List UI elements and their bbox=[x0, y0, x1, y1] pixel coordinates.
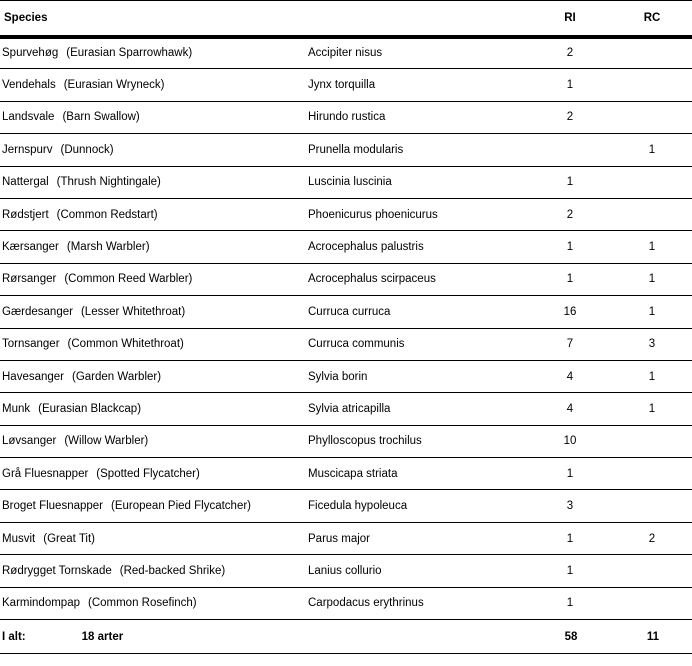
danish-name: Vendehals bbox=[2, 79, 56, 92]
species-name bbox=[0, 522, 306, 554]
species-name bbox=[0, 587, 306, 619]
species-name bbox=[0, 425, 306, 457]
english-name: (Red-backed Shrike) bbox=[119, 564, 226, 577]
danish-name: Jernspurv bbox=[2, 143, 53, 156]
danish-name: Rørsanger bbox=[2, 273, 57, 286]
table-row bbox=[0, 555, 692, 587]
table-row bbox=[0, 522, 692, 554]
danish-name: Musvit bbox=[2, 532, 36, 545]
latin-name: Ficedula hypoleuca bbox=[308, 500, 408, 513]
danish-name: Grå Fluesnapper bbox=[2, 467, 89, 480]
ri-value: 1 bbox=[566, 597, 574, 610]
rc-value: 3 bbox=[648, 338, 656, 351]
rc-value: 1 bbox=[648, 143, 656, 156]
ri-value bbox=[528, 134, 612, 166]
danish-name: Nattergal bbox=[2, 176, 49, 189]
english-name: (Marsh Warbler) bbox=[66, 241, 150, 254]
rc-value bbox=[612, 69, 692, 101]
rc-value bbox=[612, 198, 692, 230]
rc-value: 1 bbox=[648, 305, 656, 318]
ri-value: 1 bbox=[566, 467, 574, 480]
species-name bbox=[0, 393, 306, 425]
latin-name: Prunella modularis bbox=[308, 143, 404, 156]
latin-name: Muscicapa striata bbox=[308, 467, 398, 480]
rc-value bbox=[612, 101, 692, 133]
rc-value bbox=[612, 458, 692, 490]
total-label: I alt: bbox=[2, 630, 26, 643]
species-name bbox=[0, 134, 306, 166]
rc-value: 1 bbox=[648, 241, 656, 254]
english-name: (Willow Warbler) bbox=[64, 435, 149, 448]
ri-value: 10 bbox=[563, 435, 577, 448]
english-name: (Eurasian Blackcap) bbox=[38, 402, 142, 415]
latin-name: Curruca curruca bbox=[308, 305, 391, 318]
total-ri: 58 bbox=[564, 630, 578, 643]
english-name: (Lesser Whitethroat) bbox=[80, 305, 186, 318]
table-row bbox=[0, 587, 692, 619]
table-row bbox=[0, 69, 692, 101]
ri-value: 2 bbox=[566, 208, 574, 221]
danish-name: Spurvehøg bbox=[2, 47, 59, 60]
rc-value: 2 bbox=[648, 532, 656, 545]
danish-name: Løvsanger bbox=[2, 435, 57, 448]
species-name bbox=[0, 555, 306, 587]
danish-name: Rødrygget Tornskade bbox=[2, 564, 112, 577]
danish-name: Havesanger bbox=[2, 370, 65, 383]
rc-value bbox=[612, 425, 692, 457]
species-count: 18 arter bbox=[81, 630, 124, 643]
danish-name: Gærdesanger bbox=[2, 305, 73, 318]
header-species: Species bbox=[0, 1, 306, 37]
english-name: (Eurasian Sparrowhawk) bbox=[66, 47, 193, 60]
ri-value: 7 bbox=[566, 338, 574, 351]
ri-value: 2 bbox=[566, 47, 574, 60]
english-name: (Thrush Nightingale) bbox=[56, 176, 161, 189]
total-rc: 11 bbox=[646, 630, 660, 643]
table-row bbox=[0, 231, 692, 263]
header-rc: RC bbox=[612, 1, 692, 37]
latin-name: Phylloscopus trochilus bbox=[308, 435, 422, 448]
english-name: (Common Rosefinch) bbox=[87, 597, 197, 610]
table-row bbox=[0, 101, 692, 133]
latin-name: Hirundo rustica bbox=[308, 111, 386, 124]
latin-name: Carpodacus erythrinus bbox=[308, 597, 424, 610]
total-label-cell bbox=[0, 620, 306, 654]
species-name bbox=[0, 69, 306, 101]
danish-name: Kærsanger bbox=[2, 241, 59, 254]
species-name bbox=[0, 360, 306, 392]
rc-value bbox=[612, 166, 692, 198]
ri-value: 1 bbox=[566, 79, 574, 92]
header-scientific bbox=[306, 1, 528, 37]
latin-name: Acrocephalus scirpaceus bbox=[308, 273, 436, 286]
latin-name: Lanius collurio bbox=[308, 564, 382, 577]
table-row bbox=[0, 263, 692, 295]
table-header bbox=[0, 1, 692, 37]
species-name bbox=[0, 328, 306, 360]
rc-value bbox=[612, 490, 692, 522]
english-name: (Spotted Flycatcher) bbox=[96, 467, 200, 480]
table-row bbox=[0, 425, 692, 457]
ri-value: 3 bbox=[566, 500, 574, 513]
species-name bbox=[0, 37, 306, 69]
table-row bbox=[0, 393, 692, 425]
rc-value: 1 bbox=[648, 370, 656, 383]
rc-value bbox=[612, 555, 692, 587]
rc-value: 1 bbox=[648, 273, 656, 286]
ri-value: 1 bbox=[566, 241, 574, 254]
species-name bbox=[0, 263, 306, 295]
ri-value: 1 bbox=[566, 273, 574, 286]
total-empty-cell bbox=[306, 620, 528, 654]
species-name bbox=[0, 198, 306, 230]
english-name: (Common Redstart) bbox=[56, 208, 158, 221]
rc-value: 1 bbox=[648, 402, 656, 415]
table-row bbox=[0, 328, 692, 360]
rc-value bbox=[612, 37, 692, 69]
header-ri: RI bbox=[528, 1, 612, 37]
rc-value bbox=[612, 587, 692, 619]
ri-value: 4 bbox=[566, 370, 574, 383]
latin-name: Accipiter nisus bbox=[308, 47, 383, 60]
latin-name: Sylvia atricapilla bbox=[308, 402, 391, 415]
table-body bbox=[0, 37, 692, 654]
table-row bbox=[0, 458, 692, 490]
total-row bbox=[0, 620, 692, 654]
latin-name: Jynx torquilla bbox=[308, 79, 376, 92]
table-row bbox=[0, 37, 692, 69]
ri-value: 16 bbox=[563, 305, 577, 318]
danish-name: Munk bbox=[2, 402, 31, 415]
species-name bbox=[0, 166, 306, 198]
ri-value: 1 bbox=[566, 564, 574, 577]
danish-name: Karmindompap bbox=[2, 597, 80, 610]
species-name bbox=[0, 101, 306, 133]
latin-name: Acrocephalus palustris bbox=[308, 241, 424, 254]
danish-name: Rødstjert bbox=[2, 208, 49, 221]
species-name bbox=[0, 490, 306, 522]
english-name: (European Pied Flycatcher) bbox=[111, 500, 251, 513]
latin-name: Curruca communis bbox=[308, 338, 405, 351]
danish-name: Tornsanger bbox=[2, 338, 60, 351]
english-name: (Common Whitethroat) bbox=[67, 338, 184, 351]
english-name: (Barn Swallow) bbox=[62, 111, 140, 124]
table-row bbox=[0, 360, 692, 392]
latin-name: Phoenicurus phoenicurus bbox=[308, 208, 438, 221]
table-row bbox=[0, 166, 692, 198]
ri-value: 1 bbox=[566, 176, 574, 189]
latin-name: Parus major bbox=[308, 532, 370, 545]
species-name bbox=[0, 231, 306, 263]
ri-value: 2 bbox=[566, 111, 574, 124]
latin-name: Luscinia luscinia bbox=[308, 176, 392, 189]
english-name: (Eurasian Wryneck) bbox=[63, 79, 165, 92]
english-name: (Garden Warbler) bbox=[72, 370, 162, 383]
table-row bbox=[0, 198, 692, 230]
latin-name: Sylvia borin bbox=[308, 370, 368, 383]
species-name bbox=[0, 296, 306, 328]
danish-name: Broget Fluesnapper bbox=[2, 500, 104, 513]
table-row bbox=[0, 296, 692, 328]
english-name: (Dunnock) bbox=[60, 143, 114, 156]
english-name: (Common Reed Warbler) bbox=[64, 273, 193, 286]
table-row bbox=[0, 134, 692, 166]
species-name bbox=[0, 458, 306, 490]
english-name: (Great Tit) bbox=[43, 532, 95, 545]
ri-value: 1 bbox=[566, 532, 574, 545]
table-row bbox=[0, 490, 692, 522]
danish-name: Landsvale bbox=[2, 111, 55, 124]
ri-value: 4 bbox=[566, 402, 574, 415]
